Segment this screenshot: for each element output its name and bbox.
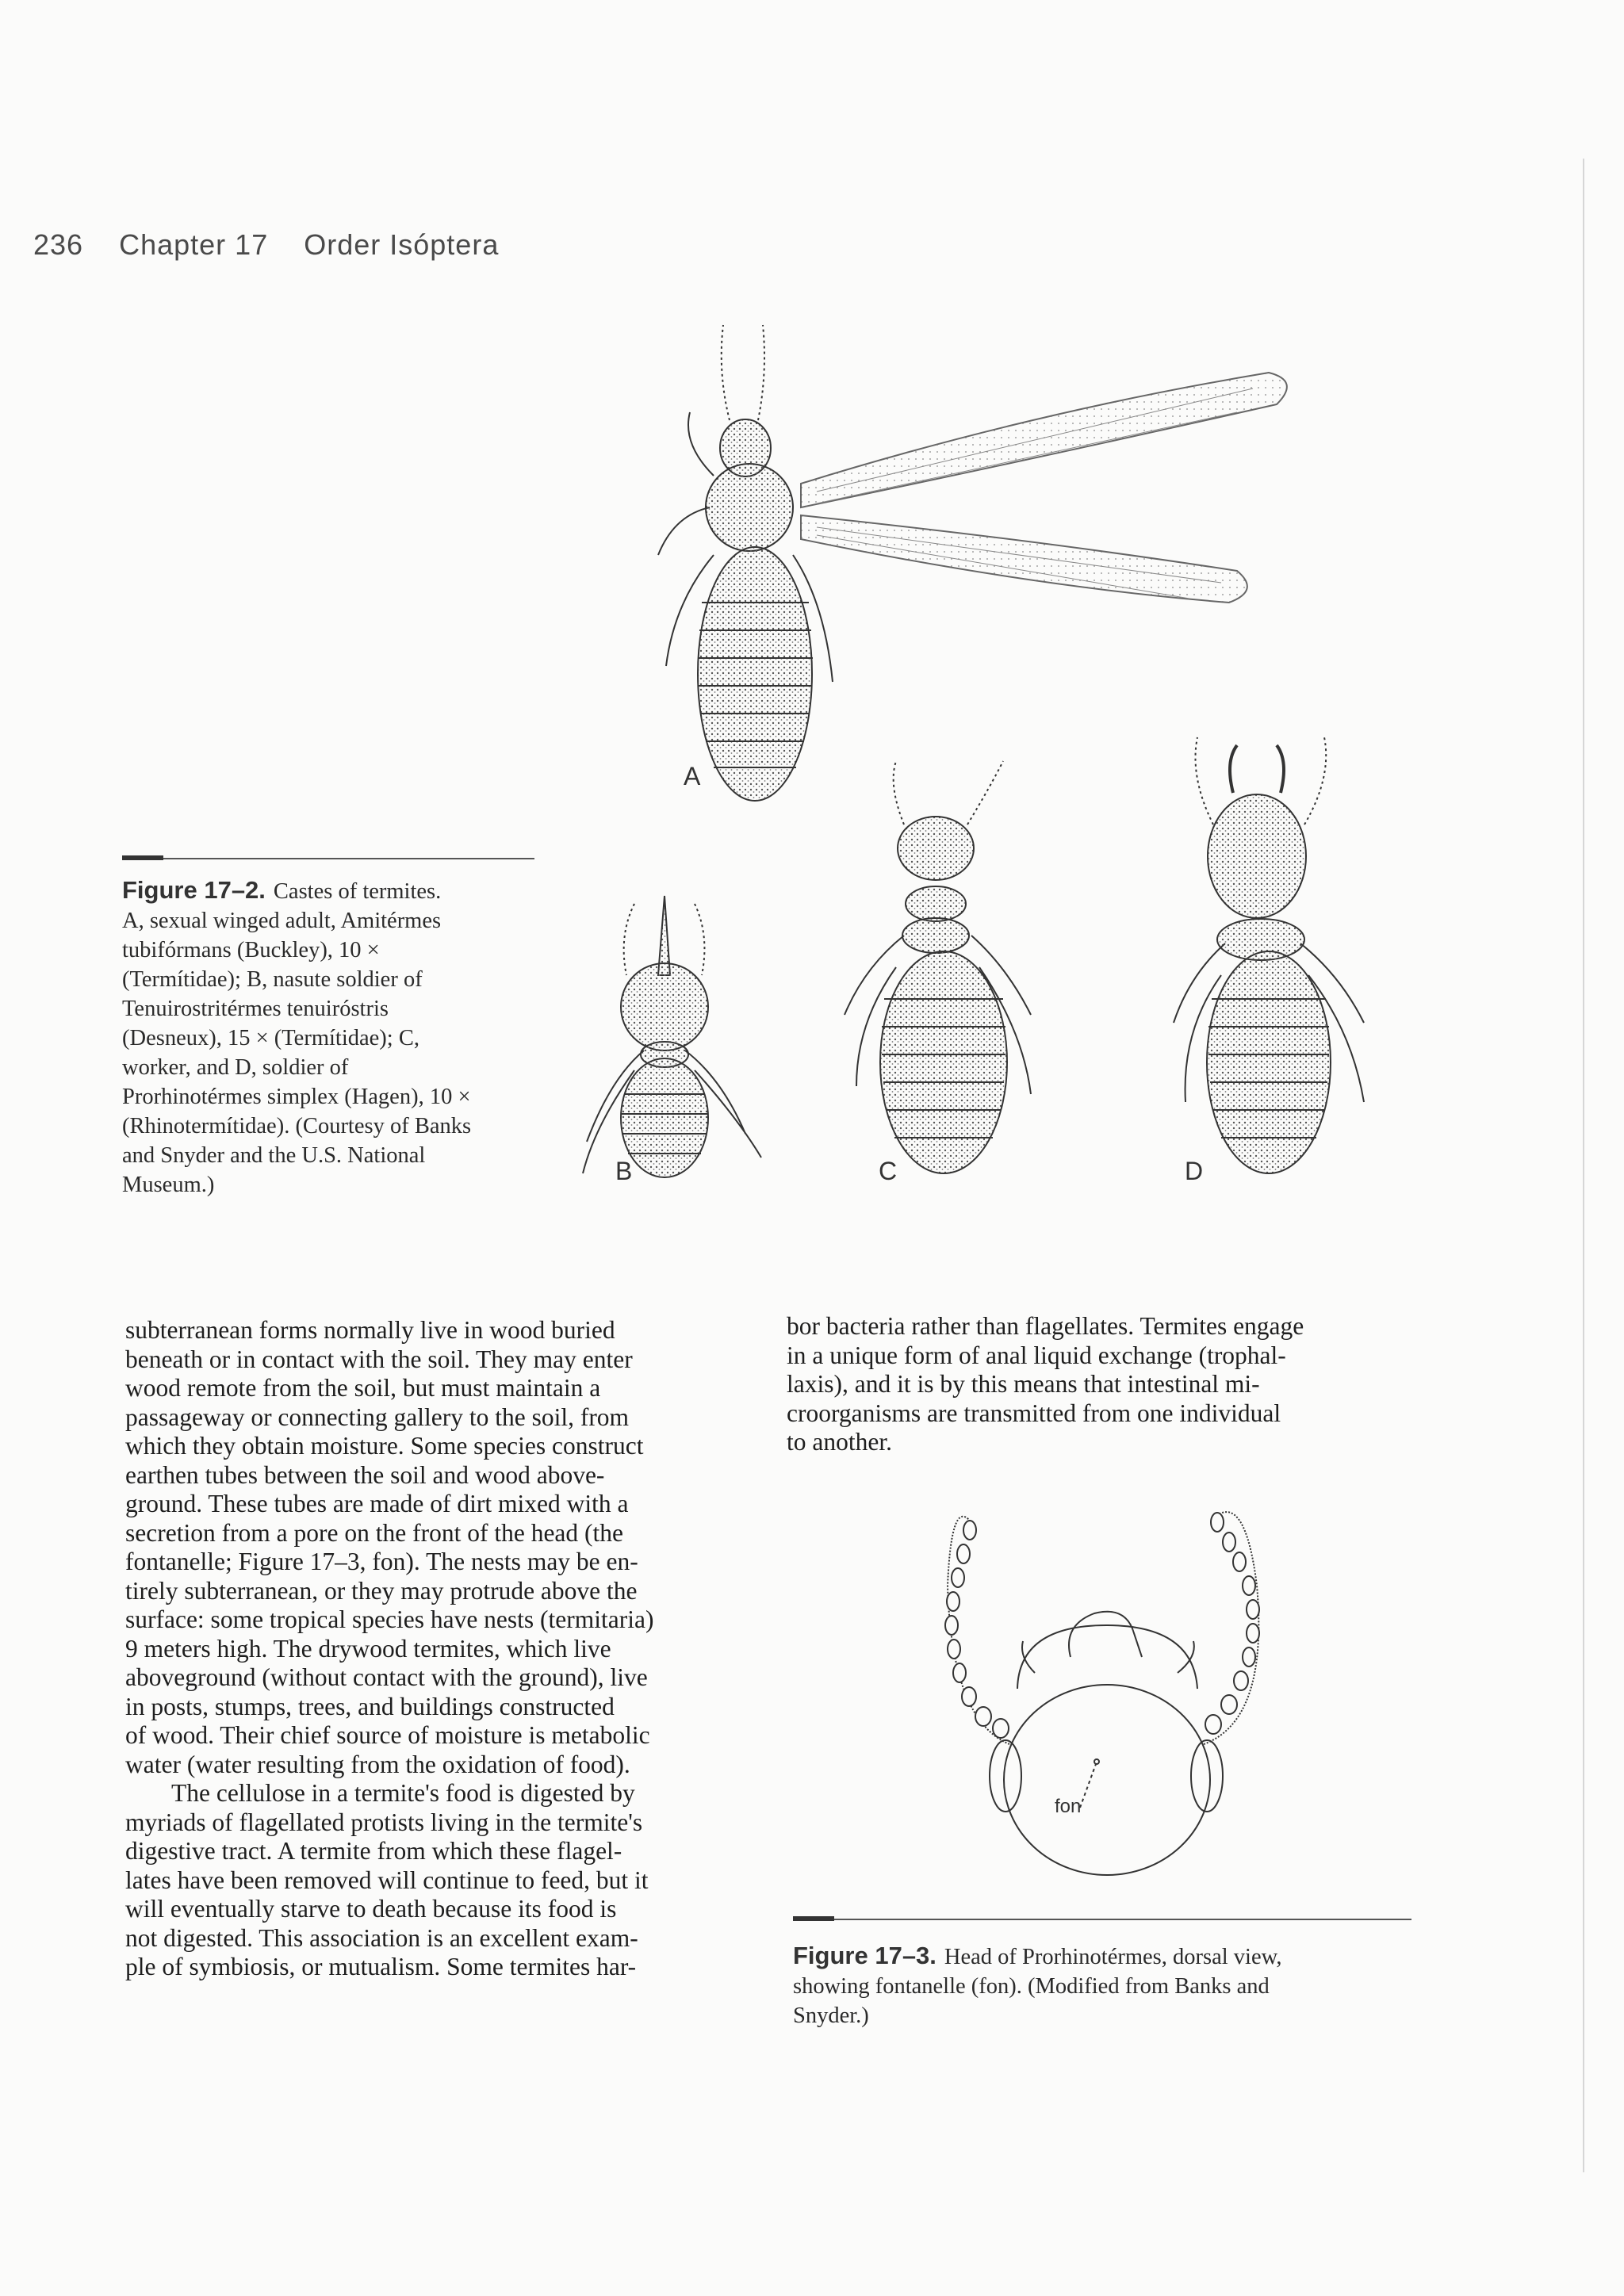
page-number: 236 (33, 228, 84, 261)
caption-line: Museum.) (122, 1173, 215, 1197)
caption-line: Tenuirostritérmes tenuiróstris (122, 997, 389, 1021)
caption-rule (793, 1919, 1411, 1920)
text-line: fontanelle; Figure 17–3, fon). The nests may be en- (125, 1548, 638, 1575)
text-line: secretion from a pore on the front of the head (the (125, 1518, 624, 1547)
termite-c-worker (845, 761, 1031, 1173)
text-line: aboveground (without contact with the ground), live (125, 1663, 648, 1691)
text-line: croorganisms are transmitted from one individual (787, 1399, 1281, 1427)
right-column-text (787, 1312, 1397, 1457)
text-line: surface: some tropical species have nests (termitaria) (125, 1605, 654, 1633)
order-title: Order Isóptera (304, 228, 500, 261)
fontanelle-label: fon (1055, 1796, 1082, 1817)
text-line: The cellulose in a termite's food is digested by (171, 1779, 635, 1807)
figure-label-a: A (684, 762, 701, 790)
text-line: not digested. This association is an excellent exam- (125, 1923, 638, 1952)
text-line: will eventually starve to death because its food is (125, 1895, 617, 1923)
figure-17-2-number: Figure 17–2. (122, 876, 266, 904)
text-line: ple of symbiosis, or mutualism. Some termites har- (125, 1953, 637, 1980)
caption-line: Head of Prorhinotérmes, dorsal view, (944, 1945, 1282, 1969)
termite-a-winged-adult (658, 325, 1287, 801)
caption-line: Prorhinotérmes simplex (Hagen), 10 × (122, 1085, 471, 1109)
caption-line: (Termítidae); B, nasute soldier of (122, 967, 423, 992)
caption-line: tubifórmans (Buckley), 10 × (122, 938, 380, 962)
text-line: laxis), and it is by this means that intestinal mi- (787, 1370, 1260, 1398)
text-line: beneath or in contact with the soil. They may enter (125, 1345, 633, 1373)
left-column-text (125, 1316, 741, 1982)
text-line: which they obtain moisture. Some species construct (125, 1432, 644, 1460)
text-line: of wood. Their chief source of moisture is metabolic (125, 1721, 650, 1749)
text-line: 9 meters high. The drywood termites, which live (125, 1634, 611, 1663)
text-line: digestive tract. A termite from which these flagel- (125, 1837, 622, 1865)
text-line: myriads of flagellated protists living in the termite's (125, 1808, 643, 1836)
caption-rule (122, 858, 534, 859)
chapter-title: Chapter 17 (119, 228, 269, 261)
text-line: bor bacteria rather than flagellates. Termites engage (787, 1312, 1304, 1340)
figure-label-d: D (1185, 1157, 1204, 1185)
caption-line: worker, and D, soldier of (122, 1055, 349, 1080)
text-line: in posts, stumps, trees, and buildings constructed (125, 1692, 615, 1720)
termite-head-diagram (945, 1512, 1259, 1875)
termite-b-nasute-soldier (583, 896, 761, 1177)
caption-line: (Desneux), 15 × (Termítidae); C, (122, 1026, 419, 1050)
text-line: in a unique form of anal liquid exchange (trophal- (787, 1341, 1286, 1369)
caption-line: A, sexual winged adult, Amitérmes (122, 909, 442, 933)
figure-label-b: B (615, 1157, 633, 1185)
text-line: lates have been removed will continue to feed, but it (125, 1866, 649, 1894)
text-line: passageway or connecting gallery to the soil, from (125, 1402, 630, 1431)
text-line: ground. These tubes are made of dirt mixed with a (125, 1490, 629, 1517)
caption-line: Castes of termites. (273, 879, 442, 904)
caption-line: (Rhinotermítidae). (Courtesy of Banks (122, 1114, 472, 1138)
figure-label-c: C (879, 1157, 898, 1185)
text-line: wood remote from the soil, but must maintain a (125, 1374, 601, 1402)
figure-17-2-caption (122, 858, 534, 1200)
termite-d-soldier (1174, 737, 1364, 1173)
text-line: to another. (787, 1428, 892, 1456)
caption-line: showing fontanelle (fon). (Modified from Banks and (793, 1974, 1270, 1999)
figure-17-3-number: Figure 17–3. (793, 1942, 936, 1969)
text-line: subterranean forms normally live in wood buried (125, 1316, 615, 1344)
caption-line: Snyder.) (793, 2003, 869, 2028)
text-line: tirely subterranean, or they may protrude above the (125, 1576, 638, 1605)
figure-17-3-caption (793, 1919, 1411, 2030)
text-line: water (water resulting from the oxidation of food). (125, 1750, 630, 1778)
text-line: earthen tubes between the soil and wood above- (125, 1460, 605, 1489)
caption-line: and Snyder and the U.S. National (122, 1143, 426, 1168)
